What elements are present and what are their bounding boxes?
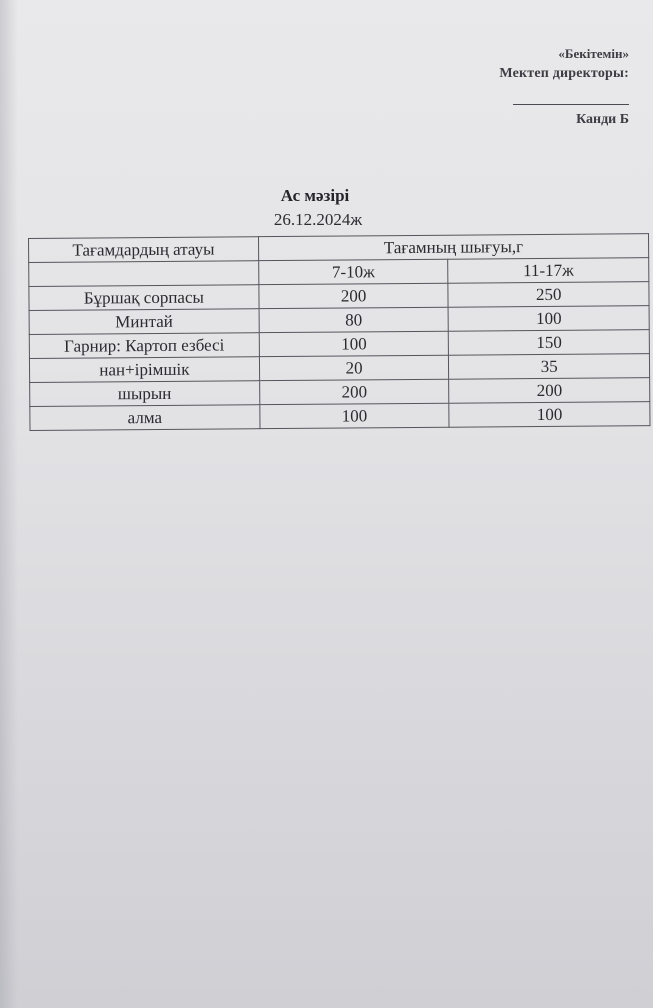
- age-group-header: 11-17ж: [448, 258, 649, 284]
- menu-table: [28, 233, 650, 431]
- yield-value: 100: [449, 402, 650, 428]
- yield-value: 80: [259, 307, 449, 332]
- dish-name: Бұршақ сорпасы: [29, 285, 259, 311]
- yield-value: 200: [259, 379, 449, 404]
- menu-date: 26.12.2024ж: [273, 210, 363, 229]
- dish-name-header: Тағамдардың атауы: [29, 237, 259, 263]
- age-group-header: 7-10ж: [258, 259, 448, 284]
- yield-value: 35: [449, 354, 650, 380]
- yield-value: 100: [260, 403, 450, 428]
- dish-name: Минтай: [29, 309, 259, 335]
- yield-value: 100: [259, 331, 449, 356]
- yield-value: 20: [259, 355, 449, 380]
- dish-name: нан+ірімшік: [29, 357, 259, 383]
- menu-title: Ас мәзірі: [280, 186, 350, 205]
- yield-value: 250: [448, 282, 649, 308]
- yield-value: 150: [449, 330, 650, 356]
- dish-name: шырын: [30, 381, 260, 407]
- dish-name: алма: [30, 405, 260, 431]
- director-position: Мектеп директоры:: [499, 66, 629, 81]
- yield-value: 200: [449, 378, 650, 404]
- page-edge-shadow: [0, 0, 18, 1008]
- yield-value: 200: [259, 283, 449, 308]
- empty-cell: [29, 261, 259, 287]
- yield-value: 100: [448, 306, 649, 332]
- signature-line: [513, 104, 629, 105]
- approval-title: «Бекітемін»: [558, 46, 629, 61]
- director-name: Канди Б: [576, 112, 629, 127]
- dish-name: Гарнир: Картоп езбесі: [29, 333, 259, 359]
- table-row: [30, 402, 650, 431]
- approval-block: [499, 44, 629, 130]
- yield-header: Тағамның шығуы,г: [258, 234, 648, 261]
